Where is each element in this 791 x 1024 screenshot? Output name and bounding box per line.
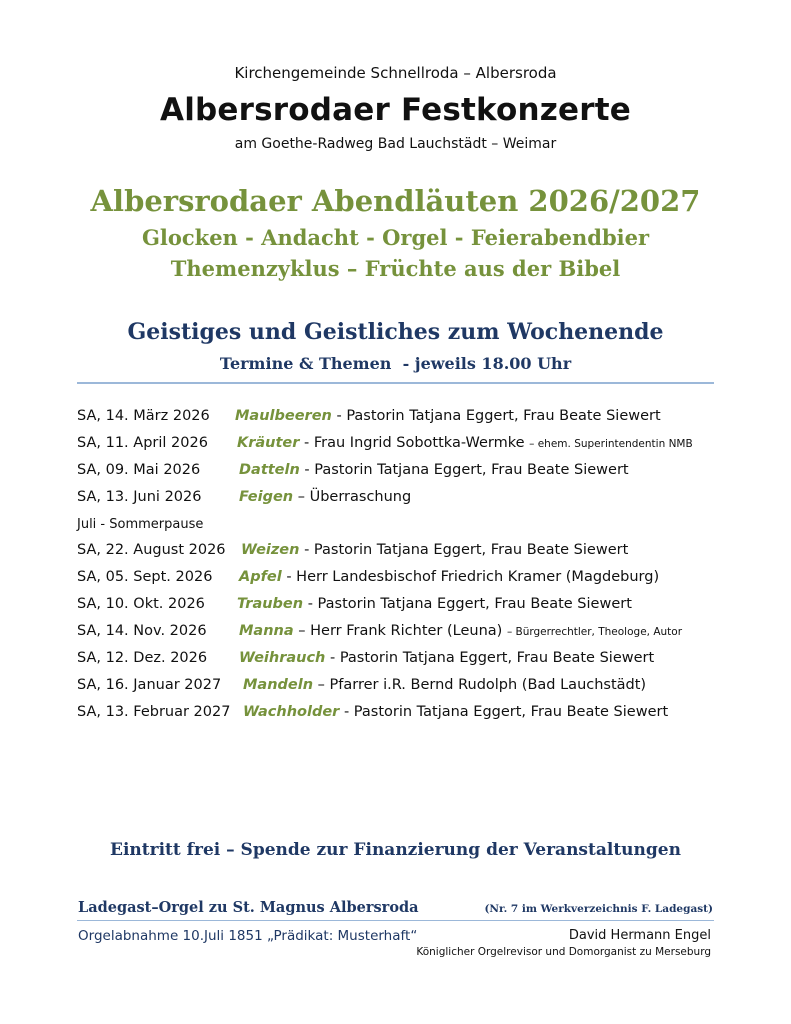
event-theme: Weihrauch <box>239 650 326 666</box>
event-theme: Manna <box>239 623 294 639</box>
section-subheading: Termine & Themen - jeweils 18.00 Uhr <box>219 354 572 373</box>
event-row <box>77 704 757 730</box>
event-row <box>77 517 757 543</box>
event-row <box>77 542 757 568</box>
organ-acceptance: Orgelabnahme 10.Juli 1851 „Prädikat: Musterhaft“ <box>78 928 418 944</box>
event-date: SA, 09. Mai 2026 <box>77 462 201 478</box>
series-title: Albersrodaer Abendläuten 2026/2027 <box>90 184 701 218</box>
catalog-note: (Nr. 7 im Werkverzeichnis F. Ladegast) <box>484 903 713 915</box>
event-date: SA, 10. Okt. 2026 <box>77 596 205 612</box>
event-theme: Trauben <box>237 596 304 612</box>
page-title: Albersrodaer Festkonzerte <box>160 92 631 128</box>
event-text: - Pastorin Tatjana Eggert, Frau Beate Siewert <box>331 408 661 424</box>
series-theme: Themenzyklus – Früchte aus der Bibel <box>170 256 621 281</box>
section-heading: Geistiges und Geistliches zum Wochenende <box>127 319 664 345</box>
organ-title: Ladegast–Orgel zu St. Magnus Albersroda <box>78 899 419 916</box>
event-theme: Wachholder <box>243 704 340 720</box>
page-subtitle: am Goethe-Radweg Bad Lauchstädt – Weimar <box>234 136 557 152</box>
event-text: - Pastorin Tatjana Eggert, Frau Beate Siewert <box>299 542 629 558</box>
event-text: – Überraschung <box>293 489 412 505</box>
event-detail <box>237 435 693 451</box>
event-detail <box>243 704 668 720</box>
event-note: – Bürgerrechtler, Theologe, Autor <box>506 626 683 638</box>
event-note: – ehem. Superintendentin NMB <box>529 438 693 450</box>
event-theme: Kräuter <box>237 435 300 451</box>
admission-note: Eintritt frei – Spende zur Finanzierung der Veranstaltungen <box>110 840 681 860</box>
series-tagline: Glocken - Andacht - Orgel - Feierabendbier <box>141 225 650 250</box>
organization-name: Kirchengemeinde Schnellroda – Albersroda <box>234 64 557 82</box>
event-detail <box>237 596 632 612</box>
event-detail <box>239 623 682 639</box>
event-detail <box>239 569 659 585</box>
event-date: SA, 13. Juni 2026 <box>77 489 202 505</box>
event-detail <box>235 408 661 424</box>
event-detail <box>243 677 646 693</box>
event-date: SA, 14. Nov. 2026 <box>77 623 207 639</box>
event-detail <box>239 462 629 478</box>
event-text: - Frau Ingrid Sobottka-Wermke <box>299 435 530 451</box>
footer-divider <box>77 920 714 921</box>
event-date: SA, 12. Dez. 2026 <box>77 650 208 666</box>
event-theme: Feigen <box>239 489 294 505</box>
event-row <box>77 462 757 488</box>
section-divider <box>77 382 714 384</box>
event-date: SA, 11. April 2026 <box>77 435 208 451</box>
event-date: Juli - Sommerpause <box>77 517 204 532</box>
event-detail <box>239 650 654 666</box>
event-text: - Herr Landesbischof Friedrich Kramer (Magdeburg) <box>281 569 660 585</box>
event-row <box>77 596 757 622</box>
person-name: David Hermann Engel <box>568 928 711 943</box>
event-text: – Herr Frank Richter (Leuna) <box>293 623 507 639</box>
event-theme: Weizen <box>241 542 300 558</box>
event-text: - Pastorin Tatjana Eggert, Frau Beate Siewert <box>299 462 629 478</box>
event-row <box>77 489 757 515</box>
event-row <box>77 677 757 703</box>
event-date: SA, 13. Februar 2027 <box>77 704 231 720</box>
event-text: – Pfarrer i.R. Bernd Rudolph (Bad Lauchstädt) <box>313 677 647 693</box>
event-text: - Pastorin Tatjana Eggert, Frau Beate Siewert <box>339 704 669 720</box>
event-date: SA, 05. Sept. 2026 <box>77 569 213 585</box>
event-theme: Datteln <box>239 462 300 478</box>
event-date: SA, 14. März 2026 <box>77 408 210 424</box>
event-theme: Mandeln <box>243 677 314 693</box>
event-text: - Pastorin Tatjana Eggert, Frau Beate Siewert <box>325 650 655 666</box>
event-row <box>77 408 757 434</box>
person-title: Königlicher Orgelrevisor und Domorganist zu Merseburg <box>416 946 711 958</box>
event-row <box>77 435 757 461</box>
event-row <box>77 650 757 676</box>
event-detail <box>241 542 628 558</box>
event-detail <box>239 489 411 505</box>
event-date: SA, 22. August 2026 <box>77 542 226 558</box>
event-theme: Maulbeeren <box>235 408 332 424</box>
event-date: SA, 16. Januar 2027 <box>77 677 222 693</box>
event-theme: Apfel <box>239 569 282 585</box>
event-text: - Pastorin Tatjana Eggert, Frau Beate Siewert <box>303 596 632 612</box>
event-row <box>77 623 757 649</box>
event-row <box>77 569 757 595</box>
